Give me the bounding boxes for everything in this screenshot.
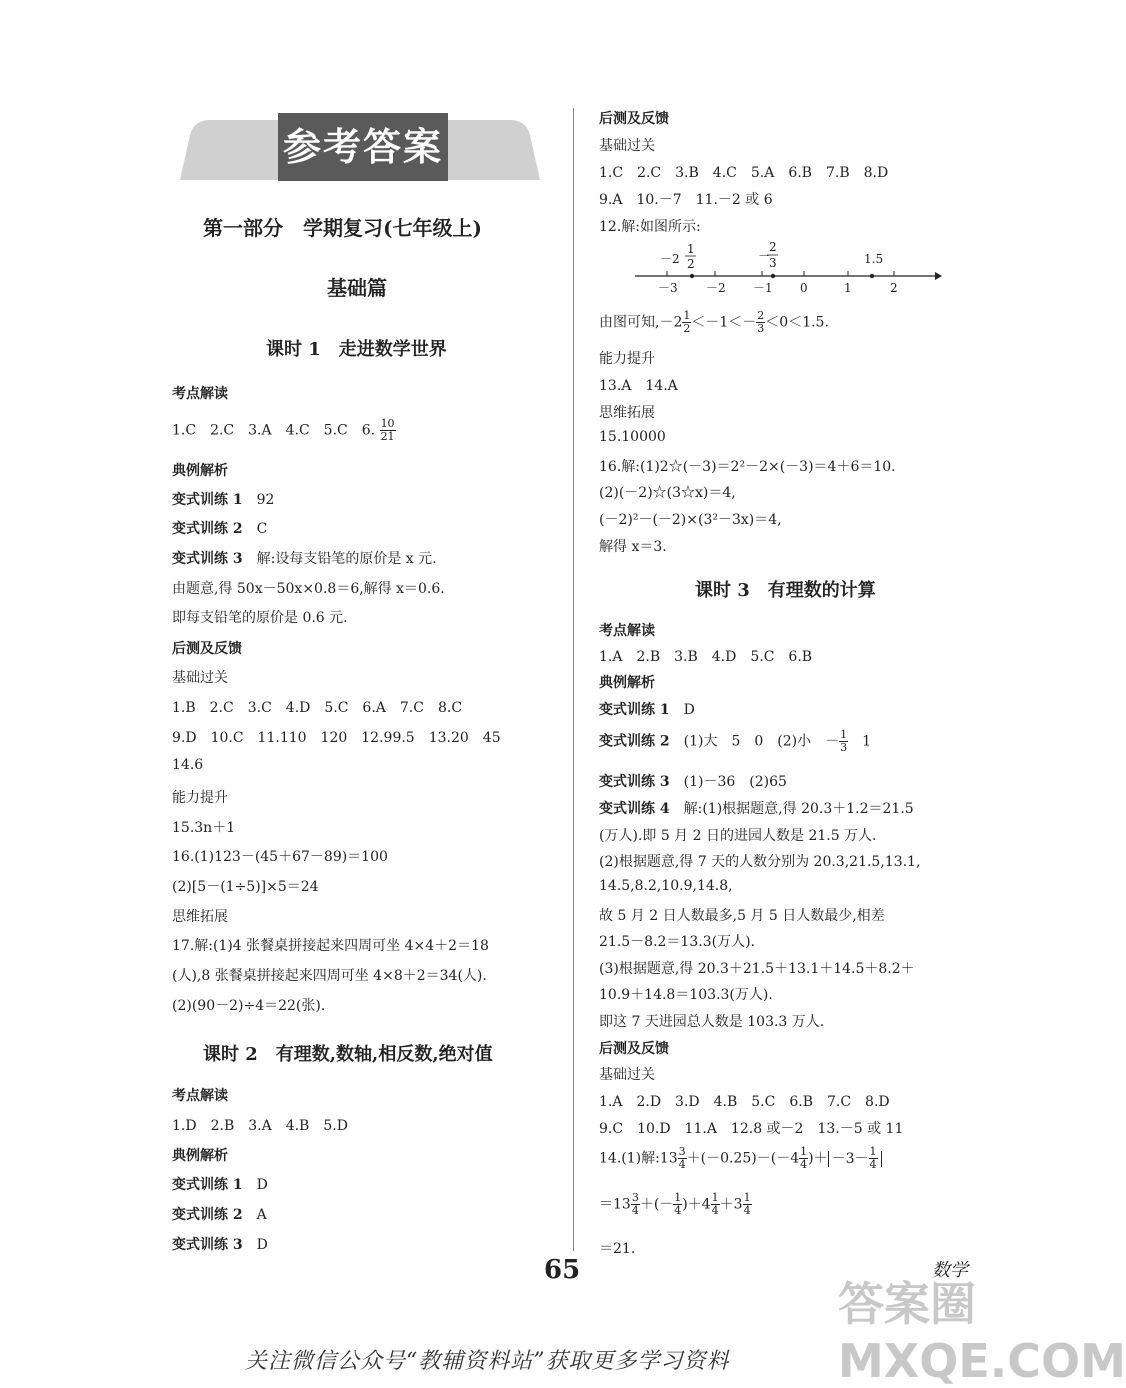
text-line: 即这 7 天进园总人数是 103.3 万人. [599,1014,825,1030]
lesson2-title: 课时 2 有理数,数轴,相反数,绝对值 [203,1044,493,1065]
lesson1-hcfk: 后测及反馈 [172,641,242,657]
tick-label: －2 [706,281,726,295]
text-line: 1.A 2.B 3.B 4.D 5.C 6.B [599,649,813,665]
nl-label-p3: 1.5 [864,252,884,266]
lesson3-title: 课时 3 有理数的计算 [695,580,876,601]
tick-label: －1 [753,281,773,295]
text-line: 1.A 2.D 3.D 4.B 5.C 6.B 7.C 8.D [599,1094,890,1110]
text-line: (3)根据题意,得 20.3＋21.5＋13.1＋14.5＋8.2＋ [599,961,915,977]
page-number: 65 [544,1255,581,1285]
text-line: 由题意,得 50x－50x×0.8＝6,解得 x＝0.6. [172,581,445,597]
lesson1-bs1: 变式训练 1 92 [172,492,275,508]
column-divider [573,108,574,1251]
lesson1-dlfx: 典例解析 [172,463,228,479]
footer-note: 关注微信公众号“教辅资料站”获取更多学习资料 [245,1349,730,1374]
lesson1-nlts: 能力提升 [172,790,228,806]
text-line: (2)(－2)☆(3☆x)＝4, [599,485,736,501]
text-line: 14.5,8.2,10.9,14.8, [599,878,733,894]
text-line: 13.A 14.A [599,378,678,394]
nl-label-p2-num: 2 [769,240,777,254]
nl-label-p1-den: 2 [687,257,695,271]
tick-label: 2 [890,281,898,295]
text-line: 9.C 10.D 11.A 12.8 或－2 13.－5 或 11 [599,1121,904,1137]
lesson1-kdjd: 考点解读 [172,386,228,402]
text-line: 9.D 10.C 11.110 120 12.99.5 13.20 45 [172,730,501,746]
text-line: 21.5－8.2＝13.3(万人). [599,934,755,950]
lesson3-q14-line1: 14.(1)解:13 $\frac{3}{4}$ ＋(－0.25)－(－4 $\frac{1}{4}$ )＋ －3－ $\frac{1}{4}$ [599,1146,882,1171]
text-line: 1.C 2.C 3.B 4.C 5.A 6.B 7.B 8.D [599,165,889,181]
lesson2-kdjd: 考点解读 [172,1088,228,1104]
answer-banner-title: 参考答案 [278,113,448,181]
text-line: 即每支铅笔的原价是 0.6 元. [172,610,348,626]
text-line: 故 5 月 2 日人数最多,5 月 5 日人数最少,相差 [599,908,885,924]
lesson1-bs3: 变式训练 3 解:设每支铅笔的原价是 x 元. [172,551,437,567]
text-line: 14.6 [172,757,204,773]
lesson2-jcgg: 基础过关 [599,138,655,154]
lesson1-jcgg: 基础过关 [172,670,228,686]
lesson3-jcgg: 基础过关 [599,1067,655,1083]
lesson2-swtz: 思维拓展 [599,405,655,421]
text-line: 9.A 10.－7 11.－2 或 6 [599,192,773,208]
lesson3-bs4: 变式训练 4 解:(1)根据题意,得 20.3＋1.2＝21.5 [599,801,914,817]
part-title: 第一部分 学期复习(七年级上) [203,216,482,240]
basic-title: 基础篇 [327,276,387,300]
text-line: 解得 x＝3. [599,539,667,555]
text-line: (2)(90－2)÷4＝22(张). [172,998,326,1014]
fraction: $\frac{10}{21}$ [380,417,395,443]
text-line: 15.3n＋1 [172,820,236,836]
lesson1-kdjd-answers: 1.C 2.C 3.A 4.C 5.C 6. $\frac{10}{21}$ [172,417,395,443]
nl-label-p2-sign: － [758,249,771,263]
text-line: 1.B 2.C 3.C 4.D 5.C 6.A 7.C 8.C [172,700,463,716]
lesson2-hcfk: 后测及反馈 [599,111,669,127]
text-line: (2)[5－(1÷5)]×5＝24 [172,879,319,895]
nl-label-p2-den: 3 [769,256,777,270]
number-line [630,238,950,298]
lesson3-q14-line2: ＝13 $\frac{3}{4}$ ＋(－ $\frac{1}{4}$ )＋4 $\frac{1}{4}$ ＋3 $\frac{1}{4}$ [599,1191,751,1217]
lesson2-bs2: 变式训练 2 A [172,1207,267,1223]
lesson3-bs2: 变式训练 2 (1)大 5 0 (2)小 － $\frac{1}{3}$ 1 [599,728,872,754]
lesson2-nlts: 能力提升 [599,351,655,367]
lesson3-hcfk: 后测及反馈 [599,1041,669,1057]
tick-label: －3 [658,281,678,295]
text-line: (人),8 张餐桌拼接起来四周可坐 4×8＋2＝34(人). [172,968,487,984]
lesson2-bs1: 变式训练 1 D [172,1177,268,1193]
nl-label-p1: －2 [660,252,680,266]
tick-label: 0 [800,281,808,295]
text-line: 12.解:如图所示: [599,219,701,235]
nl-label-p1-num: 1 [687,242,695,256]
text-line: ＝21. [599,1241,636,1257]
tick-label: 1 [844,281,852,295]
lesson1-title: 课时 1 走进数学世界 [266,339,447,360]
lesson3-dlfx: 典例解析 [599,675,655,691]
lesson3-kdjd: 考点解读 [599,623,655,639]
text-line: (－2)²－(－2)×(3²－3x)＝4, [599,512,782,528]
text-line: 16.(1)123－(45＋67－89)＝100 [172,849,388,865]
lesson3-bs3: 变式训练 3 (1)－36 (2)65 [599,774,787,790]
text-line: 16.解:(1)2☆(－3)＝2²－2×(－3)＝4＋6＝10. [599,459,896,475]
text-line: (万人).即 5 月 2 日的进园人数是 21.5 万人. [599,828,877,844]
lesson3-bs1: 变式训练 1 D [599,702,695,718]
subject-mark: 数学 [932,1260,968,1281]
text-line: 10.9＋14.8＝103.3(万人). [599,987,773,1003]
text-line: 1.D 2.B 3.A 4.B 5.D [172,1118,348,1134]
text-line: 17.解:(1)4 张餐桌拼接起来四周可坐 4×4＋2＝18 [172,938,489,954]
lesson1-bs2: 变式训练 2 C [172,521,268,537]
text-line: 由图可知,－2 $\frac{1}{2}$ ＜－1＜－ $\frac{2}{3}$ ＜0＜1.5. [599,309,829,335]
text-line: 15.10000 [599,429,666,445]
lesson1-swtz: 思维拓展 [172,909,228,925]
lesson2-dlfx: 典例解析 [172,1148,228,1164]
text-line: (2)根据题意,得 7 天的人数分别为 20.3,21.5,13.1, [599,854,921,870]
watermark-logo: 答案圈 MXQE.COM [838,1277,1126,1388]
lesson2-bs3: 变式训练 3 D [172,1237,268,1253]
